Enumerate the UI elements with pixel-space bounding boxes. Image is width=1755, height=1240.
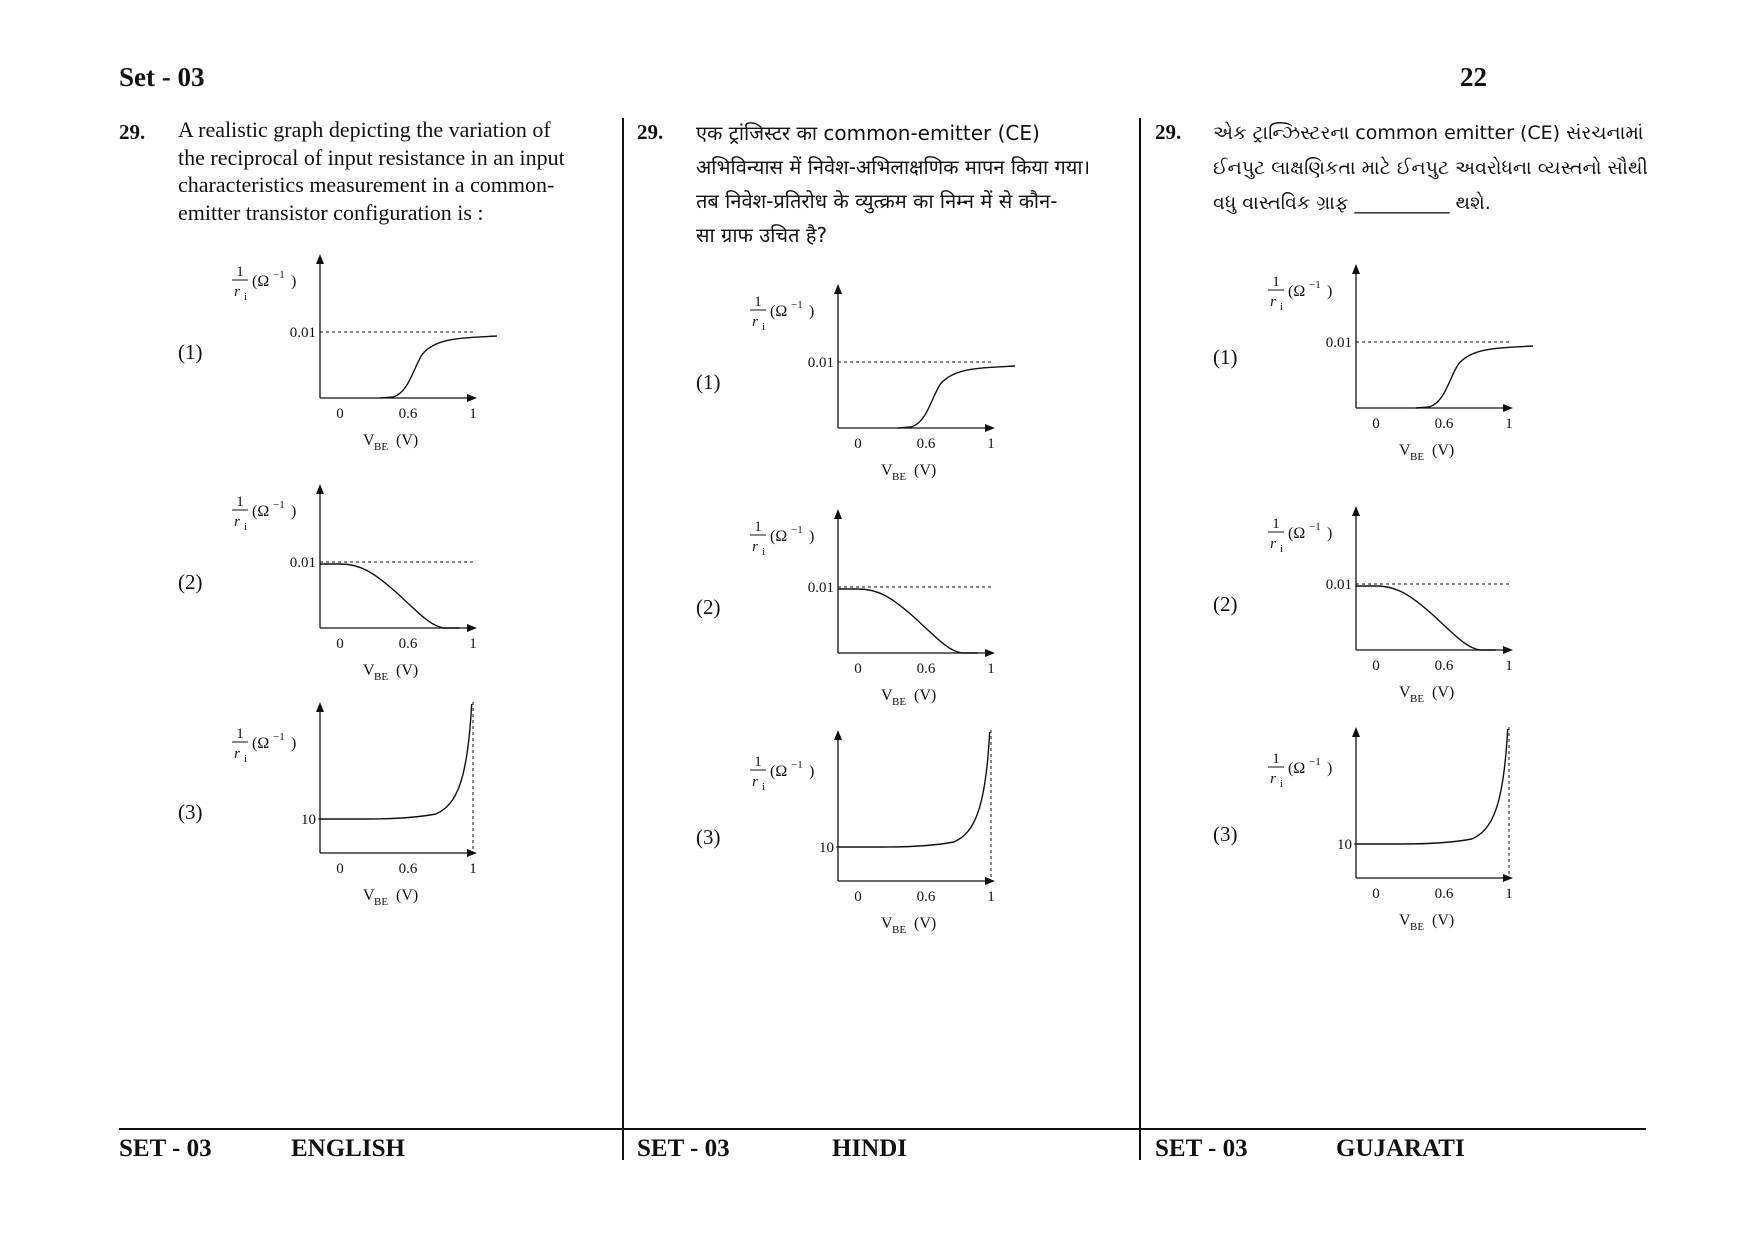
x-axis-arrow: [1503, 874, 1513, 882]
question-line: सा ग्राफ उचित है?: [696, 223, 828, 247]
ylabel-exponent: −1: [1309, 756, 1321, 768]
y-axis-arrow: [316, 702, 324, 712]
x-tick-0: 0: [336, 861, 344, 877]
y-reference-label: 10: [1337, 837, 1352, 853]
x-tick-1: 1: [469, 861, 477, 877]
xlabel-subscript: BE: [1410, 693, 1425, 705]
ylabel-numerator: 1: [754, 294, 762, 310]
xlabel-subscript: BE: [892, 471, 907, 483]
blowup-curve: [1356, 729, 1508, 844]
option-1-graph: [748, 280, 1058, 495]
xlabel-unit: (V): [396, 662, 419, 679]
xlabel-subscript: BE: [892, 696, 907, 708]
footer-set-gujarati: SET - 03: [1155, 1135, 1248, 1162]
y-axis-arrow: [1352, 506, 1360, 516]
option-2-label: (2): [178, 570, 203, 594]
falling-curve: [838, 589, 978, 653]
x-axis-arrow: [1503, 646, 1513, 654]
y-reference-label: 0.01: [807, 580, 834, 596]
question-line: the reciprocal of input resistance in an input: [178, 144, 565, 170]
x-tick-1: 1: [987, 661, 995, 677]
x-tick-0.6: 0.6: [398, 861, 418, 877]
option-2-graph: [748, 505, 1058, 720]
ylabel-denominator: r: [1270, 536, 1276, 552]
blowup-curve: [320, 704, 472, 819]
y-reference-label: 10: [301, 812, 316, 828]
ylabel-unit: (Ω: [252, 503, 270, 520]
ylabel-denominator: r: [234, 746, 240, 762]
x-tick-1: 1: [987, 436, 995, 452]
option-3-label: (3): [696, 825, 721, 849]
ylabel-denominator: r: [752, 314, 758, 330]
option-1-graph: [1266, 260, 1576, 475]
x-tick-1: 1: [469, 636, 477, 652]
question-text-hindi: [696, 116, 1136, 252]
ylabel-denominator: r: [1270, 294, 1276, 310]
option-1-label: (1): [178, 340, 203, 364]
column-divider-1: [622, 118, 624, 1160]
x-tick-0.6: 0.6: [916, 889, 936, 905]
ylabel-close: ): [291, 273, 297, 290]
ylabel-unit: (Ω: [770, 303, 788, 320]
question-line: एक ट्रांजिस्टर का common-emitter (CE): [696, 121, 1040, 145]
ylabel-exponent: −1: [273, 269, 285, 281]
column-divider-2: [1139, 118, 1141, 1160]
ylabel-close: ): [809, 303, 815, 320]
x-tick-0: 0: [1372, 416, 1380, 432]
xlabel-unit: (V): [914, 915, 937, 932]
question-line: ઈનપુટ લાક્ષણિકતા માટે ઈનપુટ અવરોધના વ્યસ્તનો સૌથી: [1213, 157, 1648, 179]
ylabel-exponent: −1: [791, 524, 803, 536]
y-axis-arrow: [1352, 727, 1360, 737]
ylabel-subscript: i: [1280, 301, 1284, 313]
footer-rule: [119, 1128, 1646, 1130]
ylabel-numerator: 1: [236, 494, 244, 510]
blowup-curve: [838, 732, 990, 847]
x-tick-0: 0: [854, 661, 862, 677]
xlabel-variable: V: [881, 687, 893, 704]
x-tick-0.6: 0.6: [398, 406, 418, 422]
ylabel-exponent: −1: [791, 759, 803, 771]
x-tick-0.6: 0.6: [1434, 416, 1454, 432]
xlabel-variable: V: [881, 462, 893, 479]
xlabel-variable: V: [881, 915, 893, 932]
ylabel-denominator: r: [234, 514, 240, 530]
question-number: 29.: [637, 120, 664, 144]
falling-curve: [320, 564, 460, 628]
xlabel-unit: (V): [396, 887, 419, 904]
xlabel-unit: (V): [1432, 684, 1455, 701]
x-tick-1: 1: [469, 406, 477, 422]
ylabel-unit: (Ω: [252, 735, 270, 752]
page-number: 22: [1460, 62, 1487, 92]
y-reference-label: 0.01: [1325, 335, 1352, 351]
y-reference-label: 0.01: [1325, 577, 1352, 593]
x-tick-1: 1: [1505, 886, 1513, 902]
ylabel-exponent: −1: [791, 299, 803, 311]
footer-set-hindi: SET - 03: [637, 1135, 730, 1162]
question-line: એક ટ્રાન્ઝિસ્ટરના common emitter (CE) સંરચનામાં: [1213, 122, 1644, 144]
y-axis-arrow: [834, 730, 842, 740]
xlabel-subscript: BE: [1410, 921, 1425, 933]
y-reference-label: 0.01: [289, 555, 316, 571]
ylabel-close: ): [809, 528, 815, 545]
ylabel-subscript: i: [762, 546, 766, 558]
xlabel-unit: (V): [1432, 912, 1455, 929]
ylabel-exponent: −1: [273, 731, 285, 743]
xlabel-variable: V: [363, 662, 375, 679]
footer-language-english: ENGLISH: [291, 1135, 405, 1162]
ylabel-subscript: i: [1280, 778, 1284, 790]
x-axis-arrow: [467, 624, 477, 632]
falling-curve: [1356, 586, 1496, 650]
set-header: Set - 03: [119, 62, 205, 92]
option-3-graph: [1266, 725, 1576, 950]
ylabel-denominator: r: [752, 774, 758, 790]
question-number: 29.: [119, 120, 146, 144]
rising-curve: [1416, 346, 1533, 408]
xlabel-variable: V: [363, 887, 375, 904]
option-2-graph: [230, 480, 540, 695]
xlabel-subscript: BE: [1410, 451, 1425, 463]
x-axis-arrow: [467, 849, 477, 857]
x-tick-1: 1: [1505, 658, 1513, 674]
y-axis-arrow: [834, 284, 842, 294]
ylabel-subscript: i: [762, 321, 766, 333]
x-axis-arrow: [985, 877, 995, 885]
xlabel-subscript: BE: [374, 441, 389, 453]
x-tick-0: 0: [336, 406, 344, 422]
ylabel-subscript: i: [244, 521, 248, 533]
ylabel-exponent: −1: [1309, 279, 1321, 291]
y-reference-label: 0.01: [807, 355, 834, 371]
xlabel-variable: V: [1399, 442, 1411, 459]
y-axis-arrow: [316, 484, 324, 494]
ylabel-unit: (Ω: [252, 273, 270, 290]
xlabel-unit: (V): [396, 432, 419, 449]
ylabel-numerator: 1: [754, 754, 762, 770]
x-tick-1: 1: [1505, 416, 1513, 432]
footer-language-gujarati: GUJARATI: [1336, 1135, 1465, 1162]
x-tick-0.6: 0.6: [1434, 886, 1454, 902]
option-3-graph: [748, 728, 1058, 953]
xlabel-unit: (V): [1432, 442, 1455, 459]
question-line: વધુ વાસ્તવિક ગ્રાફ __________ થશે.: [1213, 192, 1491, 214]
ylabel-numerator: 1: [1272, 751, 1280, 767]
ylabel-numerator: 1: [236, 264, 244, 280]
ylabel-denominator: r: [234, 284, 240, 300]
ylabel-subscript: i: [1280, 543, 1284, 555]
x-axis-arrow: [1503, 404, 1513, 412]
y-axis-arrow: [834, 509, 842, 519]
ylabel-exponent: −1: [1309, 521, 1321, 533]
question-line: characteristics measurement in a common-: [178, 172, 555, 197]
x-tick-0.6: 0.6: [916, 436, 936, 452]
x-tick-0: 0: [1372, 658, 1380, 674]
x-tick-1: 1: [987, 889, 995, 905]
x-tick-0: 0: [336, 636, 344, 652]
option-1-label: (1): [1213, 345, 1238, 369]
rising-curve: [380, 336, 497, 398]
ylabel-subscript: i: [244, 753, 248, 765]
xlabel-subscript: BE: [892, 924, 907, 936]
rising-curve: [898, 366, 1015, 428]
ylabel-numerator: 1: [1272, 274, 1280, 290]
option-1-graph: [230, 250, 540, 465]
option-2-label: (2): [696, 595, 721, 619]
ylabel-unit: (Ω: [770, 528, 788, 545]
ylabel-close: ): [291, 503, 297, 520]
y-reference-label: 0.01: [289, 325, 316, 341]
footer-language-hindi: HINDI: [832, 1135, 908, 1162]
ylabel-close: ): [809, 763, 815, 780]
ylabel-close: ): [1327, 525, 1333, 542]
option-3-label: (3): [1213, 822, 1238, 846]
option-1-label: (1): [696, 370, 721, 394]
ylabel-denominator: r: [752, 539, 758, 555]
xlabel-subscript: BE: [374, 671, 389, 683]
xlabel-variable: V: [363, 432, 375, 449]
ylabel-close: ): [291, 735, 297, 752]
xlabel-variable: V: [1399, 684, 1411, 701]
option-2-label: (2): [1213, 592, 1238, 616]
ylabel-subscript: i: [244, 291, 248, 303]
question-line: अभिविन्यास में निवेश-अभिलाक्षणिक मापन किया गया।: [696, 155, 1091, 179]
x-tick-0: 0: [1372, 886, 1380, 902]
ylabel-numerator: 1: [1272, 516, 1280, 532]
question-line: emitter transistor configuration is :: [178, 199, 484, 225]
option-3-graph: [230, 700, 540, 925]
x-tick-0: 0: [854, 436, 862, 452]
x-tick-0.6: 0.6: [398, 636, 418, 652]
x-tick-0: 0: [854, 889, 862, 905]
ylabel-denominator: r: [1270, 771, 1276, 787]
question-text-gujarati: [1213, 116, 1653, 221]
x-tick-0.6: 0.6: [1434, 658, 1454, 674]
y-reference-label: 10: [819, 840, 834, 856]
option-3-label: (3): [178, 800, 203, 824]
question-line: A realistic graph depicting the variation of: [178, 117, 551, 142]
footer-set-english: SET - 03: [119, 1135, 212, 1162]
xlabel-unit: (V): [914, 462, 937, 479]
ylabel-exponent: −1: [273, 499, 285, 511]
option-2-graph: [1266, 502, 1576, 717]
ylabel-unit: (Ω: [1288, 283, 1306, 300]
ylabel-unit: (Ω: [1288, 760, 1306, 777]
xlabel-unit: (V): [914, 687, 937, 704]
ylabel-unit: (Ω: [770, 763, 788, 780]
question-number: 29.: [1155, 120, 1182, 144]
ylabel-numerator: 1: [236, 726, 244, 742]
xlabel-variable: V: [1399, 912, 1411, 929]
y-axis-arrow: [1352, 264, 1360, 274]
question-line: तब निवेश-प्रतिरोध के व्युत्क्रम का निम्न में से कौन-: [696, 189, 1058, 213]
y-axis-arrow: [316, 254, 324, 264]
ylabel-close: ): [1327, 760, 1333, 777]
ylabel-numerator: 1: [754, 519, 762, 535]
ylabel-subscript: i: [762, 781, 766, 793]
x-axis-arrow: [985, 424, 995, 432]
x-axis-arrow: [985, 649, 995, 657]
ylabel-unit: (Ω: [1288, 525, 1306, 542]
ylabel-close: ): [1327, 283, 1333, 300]
x-axis-arrow: [467, 394, 477, 402]
x-tick-0.6: 0.6: [916, 661, 936, 677]
xlabel-subscript: BE: [374, 896, 389, 908]
question-text-english: [178, 116, 618, 226]
